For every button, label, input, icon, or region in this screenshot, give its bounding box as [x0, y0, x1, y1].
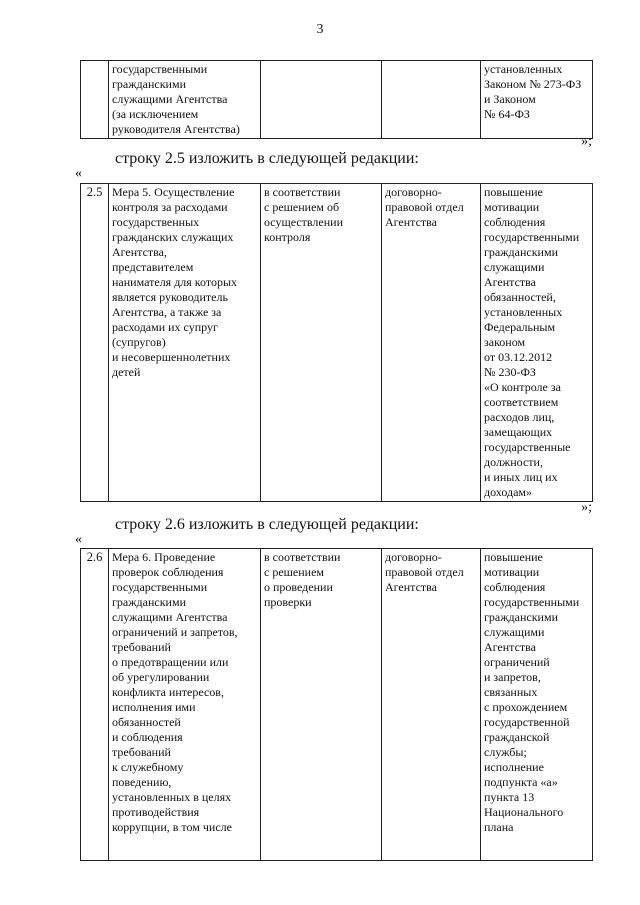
- cell-number: 2.6: [81, 549, 109, 861]
- table-row-2-5: [80, 183, 593, 502]
- cell-number: 2.5: [81, 184, 109, 502]
- cell-deadline: в соответствии с решением о проведении проверки: [261, 549, 382, 861]
- cell-result: повышение мотивации соблюдения государственными гражданскими служащими Агентства обязанностей, установленных Федеральным законом от 03.12.2012 № 230-ФЗ «О контроле за соответствием расходов лиц, замещающих государственные должности, и иных лиц их доходам»: [481, 184, 593, 502]
- closing-quote: »;: [581, 500, 592, 515]
- cell-deadline: [261, 61, 382, 139]
- cell-measure: Мера 6. Проведение проверок соблюдения государственными гражданскими служащими Агентства ограничений и запретов, требований о предотвращении или об урегулировании конфликта интересов, исполнения ими обязанностей и соблюдения требований к служебному поведению, установленных в целях противодействия коррупции, в том числе: [109, 549, 261, 861]
- cell-measure: государственными гражданскими служащими Агентства (за исключением руководителя Агентства): [109, 61, 261, 139]
- table-continued: [80, 60, 593, 139]
- cell-deadline: в соответствии с решением об осуществлении контроля: [261, 184, 382, 502]
- cell-result: повышение мотивации соблюдения государственными гражданскими служащими Агентства ограничений и запретов, связанных с прохождением государственной гражданской службы; исполнение подпункта «а» пункта 13 Национального плана: [481, 549, 593, 861]
- open-quote: «: [75, 166, 82, 181]
- table-row: [81, 184, 593, 502]
- cell-responsible: договорно- правовой отдел Агентства: [382, 184, 481, 502]
- open-quote: «: [75, 532, 82, 547]
- cell-number: [81, 61, 109, 139]
- closing-quote: »;: [581, 134, 592, 149]
- table-row-2-6: [80, 548, 593, 861]
- cell-measure: Мера 5. Осуществление контроля за расходами государственных гражданских служащих Агентства, представителем нанимателя для которых является руководитель Агентства, а также за расходами их супруг (супругов) и несовершеннолетних детей: [109, 184, 261, 502]
- page-number: 3: [316, 22, 324, 37]
- table-row: [81, 61, 593, 139]
- instruction-2-6: строку 2.6 изложить в следующей редакции:: [115, 516, 419, 533]
- cell-responsible: договорно- правовой отдел Агентства: [382, 549, 481, 861]
- table-row: [81, 549, 593, 861]
- cell-result: установленных Законом № 273-ФЗ и Законом № 64-ФЗ: [481, 61, 593, 139]
- cell-responsible: [382, 61, 481, 139]
- instruction-2-5: строку 2.5 изложить в следующей редакции:: [115, 150, 419, 167]
